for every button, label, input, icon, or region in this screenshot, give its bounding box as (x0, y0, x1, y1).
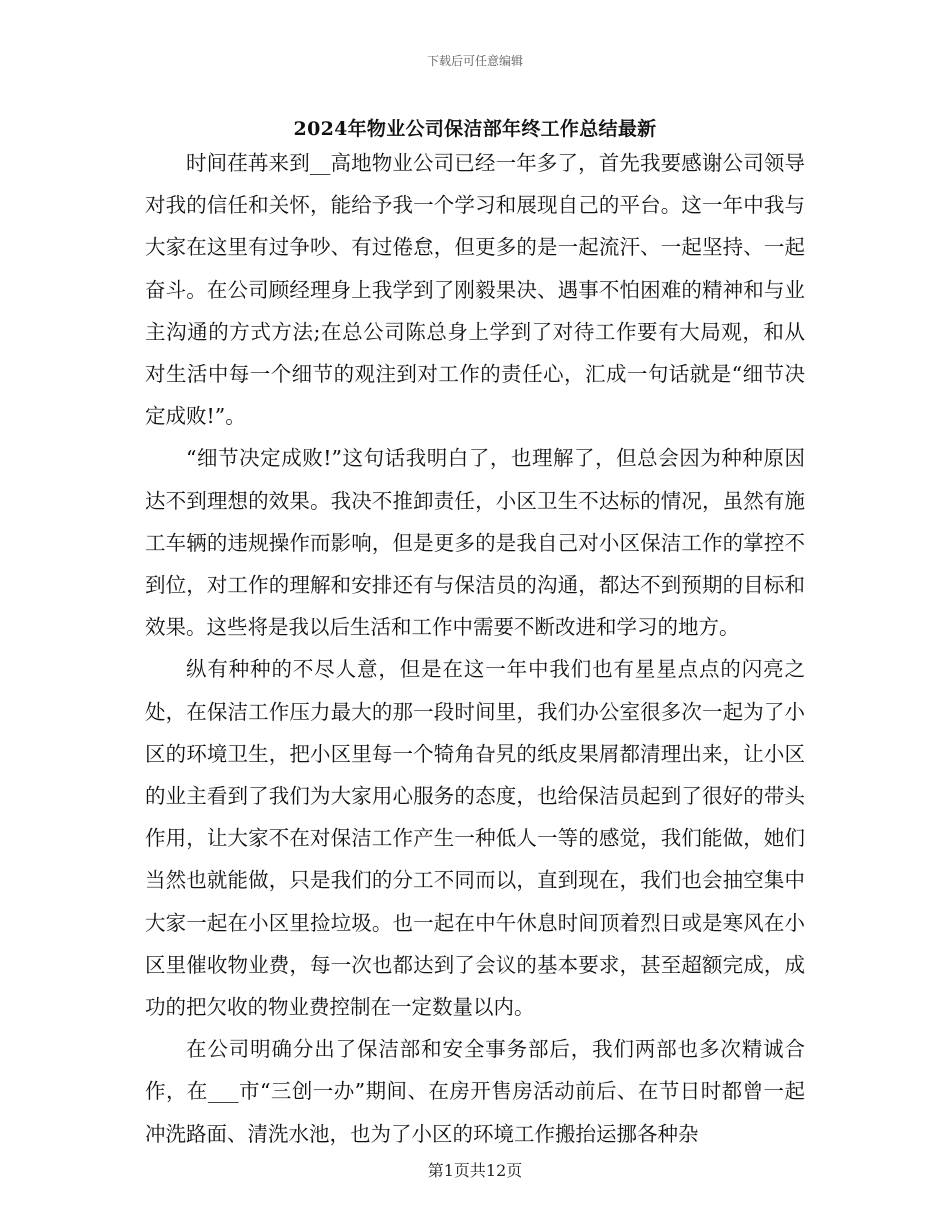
header-note: 下载后可任意编辑 (426, 54, 523, 68)
paragraph-2: “细节决定成败!”这句话我明白了，也理解了，但总会因为种种原因达不到理想的效果。我决不推卸责任，小区卫生不达标的情况，虽然有施工车辆的违规操作而影响，但是更多的是我自己对小区保洁工作的掌控不到位，对工作的理解和安排还有与保洁员的沟通，都达不到预期的目标和效果。这些将是我以后生活和工作中需要不断改进和学习的地方。 (145, 446, 805, 640)
document-title: 2024年物业公司保洁部年终工作总结最新 (293, 118, 657, 140)
document-body (145, 142, 805, 1155)
paragraph-1: 时间荏苒来到__高地物业公司已经一年多了，首先我要感谢公司领导对我的信任和关怀，能给予我一个学习和展现自己的平台。这一年中我与大家在这里有过争吵、有过倦怠，但更多的是一起流汗、一起坚持、一起奋斗。在公司顾经理身上我学到了刚毅果决、遇事不怕困难的精神和与业主沟通的方式方法;在总公司陈总身上学到了对待工作要有大局观，和从对生活中每一个细节的观注到对工作的责任心，汇成一句话就是“细节决定成败!”。 (145, 151, 805, 429)
paragraph-4: 在公司明确分出了保洁部和安全事务部后，我们两部也多次精诚合作，在___市“三创一办”期间、在房开售房活动前后、在节日时都曾一起冲洗路面、清洗水池，也为了小区的环境工作搬抬运挪各种杂 (145, 1037, 805, 1146)
page-number: 第1页共12页 (427, 1161, 523, 1180)
paragraph-3: 纵有种种的不尽人意，但是在这一年中我们也有星星点点的闪亮之处，在保洁工作压力最大的那一段时间里，我们办公室很多次一起为了小区的环境卫生，把小区里每一个犄角旮旯的纸皮果屑都清理出来，让小区的业主看到了我们为大家用心服务的态度，也给保洁员起到了很好的带头作用，让大家不在对保洁工作产生一种低人一等的感觉，我们能做，她们当然也就能做，只是我们的分工不同而以，直到现在，我们也会抽空集中大家一起在小区里捡垃圾。也一起在中午休息时间顶着烈日或是寒风在小区里催收物业费，每一次也都达到了会议的基本要求，甚至超额完成，成功的把欠收的物业费控制在一定数量以内。 (145, 657, 805, 1020)
